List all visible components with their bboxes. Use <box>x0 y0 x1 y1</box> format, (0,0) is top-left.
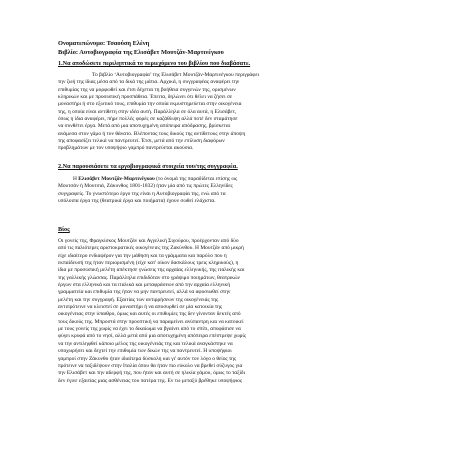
s1-line: κληρικών και με προσωπική προσπάθεια. Έπειτα, δηλώνει ότι θέλει να ζήσει σε <box>58 94 233 101</box>
s3-line: είχε ιδιαίτερο ενδιαφέρον για την μάθηση και τα γράμματα και παρόλο που η <box>58 252 227 259</box>
s3-line: φύγει κρυφά από το νησί, αλλά μετά από μια αποτυχημένη απόπειρα επέστρεψε χωρίς <box>58 333 246 340</box>
section-2-suffix: (το όνομά της παραδίδεται επίσης ως <box>154 176 238 182</box>
s3-line: πρότεινε να ταξιδέψουν στην Ιταλία όπου θα ήταν πιο εύκολο να βρεθεί σύζυγος για <box>58 362 243 369</box>
s3-line: υποχωρήσει και δεχτεί την επιθυμία των δικών της να παντρευτεί. Η υποψήφιοι <box>58 348 232 355</box>
s3-line: γαμπροί στην Ζάκυνθο ήταν ιδιαίτερα δύσκολη και γι' αυτόν τον λόγο ο θείος της <box>58 355 237 362</box>
s3-line: με τους γονείς της χωρίς να έχει το δικαίωμα να βγαίνει από το σπίτι, αποφάσισε να <box>58 326 241 333</box>
s3-line: από τις παλιότερες αριστοκρατικές οικογένειες της Ζακύνθου. Η Μουτζάν από μικρή <box>58 245 244 252</box>
section-2-title: 2.Να παρουσιάσετε τα εργοβιογραφικά στοιχεία του/της συγγραφέα. <box>58 163 238 170</box>
s1-line: μοναστήρι ή στο εξωτικό τους, επιθυμία την οποία εκμυστηρεύεται στην οικογένεια <box>58 101 242 108</box>
s3-line: τους δικούς της. Μπροστά στην προοπτική να παραμείνει ανύπαντρη και να κατοικεί <box>58 318 244 325</box>
section-2-prefix: Η <box>72 176 79 182</box>
s3-line: γραμματεία και επιθυμία της ήταν να μην παντρευτεί, αλλά να αφοσιωθεί στην <box>58 289 231 296</box>
s3-line: οικογένειας στην ύπαιθρο, όμως και αυτές οι επιθυμίες της δεν γίνονταν δεκτές από <box>58 311 241 318</box>
s1-line: Το βιβλίο ‘Αυτοβιογραφία’ της Ελισάβετ Μουτζάν-Μαρτινέγκου περιγράφει <box>92 72 260 78</box>
section-1-title: 1.Να αποδώσετε περιληπτικά το περιεχόμενο του βιβλίου που διαβάσατε. <box>58 60 251 67</box>
s2-line: υπόλοιπα έργα της (θεατρικά έργα και ποιήματα) έχουν σωθεί ελάχιστα. <box>58 198 216 205</box>
s3-line: αντιπρότεινε να κλειστεί σε μοναστήρι ή να αποσυρθεί σε μία κατοικία της <box>58 304 223 311</box>
s3-line: να την αντιληφθεί κάποιο μέλος της οικογένειάς της και τελικά αναγκάστηκε να <box>58 340 233 347</box>
s1-line: την ζωή της ίδιας μέσα από τα δικά της μάτια. Αρχικά, η συγγραφέας αναφέρει την <box>58 79 240 86</box>
s1-line: της αποφασίζει τελικά να παντρευτεί. Έτσι, μετά από την επίλυση διαφόρων <box>58 138 225 145</box>
section-2-body <box>58 176 396 205</box>
s1-line: επιθυμίας της να μορφωθεί και έτσι δέχεται τη βοήθεια συγγενών της, ορισμένων <box>58 86 236 93</box>
s3-line: έργων στα ελληνικά και τα ιταλικά και μεταφράσεων από την αρχαία ελληνική <box>58 282 231 289</box>
s3-line: μελέτη και την συγγραφή. Εξαιτίας των αντιρρήσεων της οικογένειάς της <box>58 296 219 303</box>
s2-line: συγγραφείς. Το γνωστότερο έργο της είναι η Αυτοβιογραφία της, ενώ από τα <box>58 190 226 197</box>
s3-line: εκπαίδευσή της ήταν περιορισμένη (είχε κατ' οίκον δασκάλους τρεις κληρικούς), η <box>58 260 239 267</box>
s3-line: την Ελισάβετ και την αδερφή της, που ήταν και αυτή σε ηλικία γάμου, όμως το ταξίδι <box>58 370 246 377</box>
book-title-line: Βιβλίο: Αυτοβιογραφία της Ελισάβετ Μουτζάν-Μαρτινέγκου <box>58 48 224 56</box>
section-3-body <box>58 238 396 385</box>
s1-line: της, η οποία είναι αντίθετη στην ιδέα αυτή. Παράλληλα σε όλα αυτά, η Ελισάβετ, <box>58 108 237 115</box>
s3-line: δεν έγινε εξαιτίας μιας ασθένειας του πατέρα της. Εν τω μεταξύ βρέθηκε υποψήφιος <box>58 377 242 384</box>
s1-line: να συνθέτει έργα. Μετά από μια αποτυχημένη απόπειρα απόδρασης, βρίσκεται <box>58 123 231 130</box>
author-bold-name: Ελισάβετ Μουτζάν-Μαρτινέγκου <box>78 176 155 182</box>
s1-line: όπως η ίδια αναφέρει, πήρε πολλές φορές σε καζάθλιψη αλλά ποτέ δεν σταμάτησε <box>58 116 238 123</box>
s3-line: ίδια με προσωπική μελέτη απέκτησε γνώσεις της αρχαίας ελληνικής, της ιταλικής και <box>58 267 245 274</box>
s3-line: της γαλλικής γλώσσας. Παράλληλα επιδιδόταν στο γράψιμο ποιημάτων, θεατρικών <box>58 274 240 281</box>
section-1-body <box>58 72 396 153</box>
s3-line: Οι γονείς της, Φραγκίσκος Μουτζάν και Αγγελική Σιγούρου, προέρχονταν από δύο <box>58 238 239 244</box>
s2-line: Μουτσάν ή Μουτσιά, Ζάκυνθος 1801-1832) ήταν μία από τις πρώτες Ελληνίδες <box>58 183 233 190</box>
section-3-title: Βίος <box>58 226 70 233</box>
section-2-line <box>58 176 396 183</box>
s1-line: ανάμεσα στον γάμο ή τον θάνατο. Βλέποντας τους δικούς της αντίθετους στην άποψη <box>58 130 246 137</box>
s1-line: προβλημάτων με τον υποψήφιο γαμπρό παντρεύεται ακούσια. <box>58 145 194 152</box>
author-name-line: Ονοματεπώνυμο: Τσαούση Ελένη <box>58 40 150 47</box>
document-header <box>58 40 398 57</box>
